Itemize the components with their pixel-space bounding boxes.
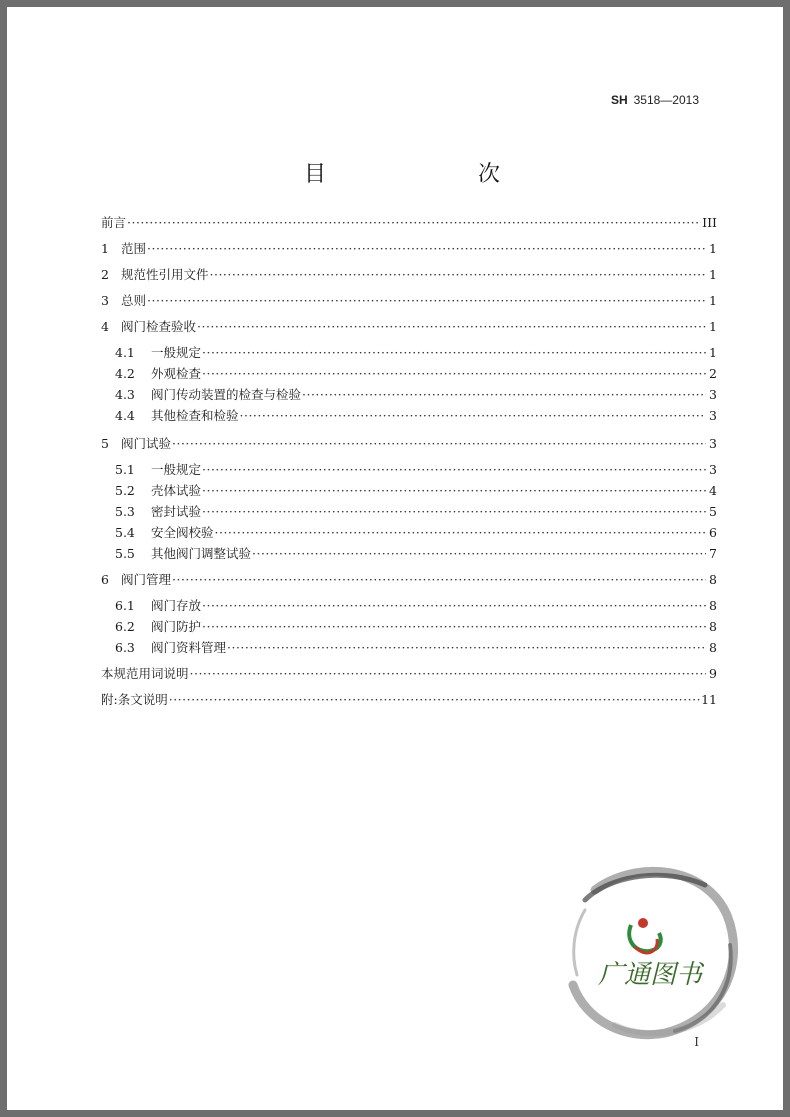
toc-entry-label: 前言 (101, 215, 127, 230)
dot-leader (190, 666, 706, 682)
dot-leader (252, 546, 706, 562)
toc-entry-label: 阀门传动装置的检查与检验 (151, 387, 302, 402)
toc-entry-page: 8 (709, 572, 717, 587)
toc-entry (115, 598, 717, 614)
toc-entry (101, 572, 717, 588)
toc-entry-number: 4 (101, 319, 109, 334)
seal-text: 广通图书 (597, 960, 703, 990)
toc-entry-label: 壳体试验 (151, 483, 202, 498)
toc-entry-page: 7 (709, 546, 717, 561)
toc-entry-label: 一般规定 (151, 462, 202, 477)
dot-leader (202, 483, 706, 499)
dot-leader (302, 387, 706, 403)
page-title: 目 次 (303, 162, 536, 187)
toc-entry-label: 一般规定 (151, 345, 202, 360)
dot-leader (202, 345, 706, 361)
toc-entry (115, 366, 717, 382)
toc-entry (115, 640, 717, 656)
toc-entry-page: 3 (709, 462, 717, 477)
toc-entry-label: 阀门检查验收 (121, 319, 197, 334)
toc-entry-label: 密封试验 (151, 504, 202, 519)
toc-entry (101, 666, 717, 682)
dot-leader (227, 640, 706, 656)
toc-entry-page: 6 (709, 525, 717, 540)
toc-entry (115, 546, 717, 562)
toc-entry-label: 总则 (121, 293, 147, 308)
standard-prefix: SH (610, 93, 628, 107)
toc-entry-label: 阀门资料管理 (151, 640, 227, 655)
toc-entry-label: 其他检查和检验 (151, 408, 239, 423)
toc-entry (115, 408, 717, 424)
toc-entry-number: 3 (101, 293, 109, 308)
dot-leader (169, 692, 700, 708)
standard-number: 3518—2013 (633, 93, 699, 107)
toc-entry-number: 4.4 (115, 408, 135, 423)
toc-entry-number: 4.1 (115, 345, 135, 360)
toc-entry-number: 2 (101, 267, 109, 282)
dot-leader (202, 598, 706, 614)
toc-entry-label: 本规范用词说明 (101, 666, 189, 681)
dot-leader (147, 241, 706, 257)
toc-entry-label: 阀门防护 (151, 619, 202, 634)
toc-entry (115, 483, 717, 499)
dot-leader (172, 572, 706, 588)
toc-entry-page: 1 (709, 293, 717, 308)
toc-entry-number: 4.2 (115, 366, 135, 381)
toc-entry-number: 5.2 (115, 483, 135, 498)
toc-entry-page: III (702, 215, 717, 230)
dot-leader (127, 215, 701, 231)
toc-entry-label: 阀门试验 (121, 436, 172, 451)
dot-leader (202, 462, 706, 478)
toc-entry-page: 11 (701, 692, 717, 707)
toc-entry-number: 5 (101, 436, 109, 451)
toc-entry-number: 6.2 (115, 619, 135, 634)
toc-entry-label: 规范性引用文件 (121, 267, 209, 282)
toc-entry-page: 8 (709, 619, 717, 634)
toc-entry-page: 8 (709, 598, 717, 613)
toc-entry (115, 525, 717, 541)
toc-entry-page: 9 (709, 666, 717, 681)
toc-entry-page: 3 (709, 387, 717, 402)
toc-entry-page: 4 (709, 483, 717, 498)
toc-entry-number: 5.1 (115, 462, 135, 477)
toc-entry-page: 1 (709, 319, 717, 334)
dot-leader (202, 504, 706, 520)
dot-leader (202, 366, 706, 382)
emblem-icon (629, 918, 660, 953)
toc-entry-page: 2 (709, 366, 717, 381)
publisher-seal-logo (555, 855, 745, 1045)
dot-leader (215, 525, 706, 541)
toc-entry-number: 5.5 (115, 546, 135, 561)
toc-entry (115, 387, 717, 403)
toc-entry (101, 267, 717, 283)
toc-entry-number: 5.4 (115, 525, 135, 540)
toc-entry-page: 5 (709, 504, 717, 519)
toc-entry (101, 319, 717, 335)
toc-entry-number: 6.3 (115, 640, 135, 655)
toc-entry (101, 215, 717, 231)
dot-leader (240, 408, 706, 424)
toc-entry-label: 阀门管理 (121, 572, 172, 587)
toc-entry (101, 692, 717, 708)
toc-entry-page: 1 (709, 241, 717, 256)
toc-entry (115, 504, 717, 520)
toc-entry-number: 6.1 (115, 598, 135, 613)
toc-entry-number: 6 (101, 572, 109, 587)
toc-entry-page: 8 (709, 640, 717, 655)
dot-leader (210, 267, 706, 283)
page-number: I (694, 1035, 699, 1049)
ink-brush-ring (573, 871, 734, 1034)
dot-leader (197, 319, 706, 335)
toc-entry-page: 1 (709, 345, 717, 360)
toc-entry (101, 293, 717, 309)
toc-entry-label: 安全阀校验 (151, 525, 214, 540)
toc-entry (115, 345, 717, 361)
toc-entry (115, 619, 717, 635)
toc-entry-page: 3 (709, 408, 717, 423)
toc-entry (115, 462, 717, 478)
standard-code (611, 93, 699, 107)
toc-entry-number: 4.3 (115, 387, 135, 402)
dot-leader (172, 436, 706, 452)
toc-entry-page: 3 (709, 436, 717, 451)
toc-entry-number: 1 (101, 241, 109, 256)
toc-entry-label: 其他阀门调整试验 (151, 546, 252, 561)
toc-entry-label: 阀门存放 (151, 598, 202, 613)
dot-leader (147, 293, 706, 309)
toc-entry-page: 1 (709, 267, 717, 282)
toc-entry-label: 范围 (121, 241, 147, 256)
toc-entry (101, 241, 717, 257)
toc-entry-label: 附:条文说明 (101, 692, 168, 707)
toc-entry (101, 436, 717, 452)
toc-entry-number: 5.3 (115, 504, 135, 519)
toc-entry-label: 外观检查 (151, 366, 202, 381)
dot-leader (202, 619, 706, 635)
